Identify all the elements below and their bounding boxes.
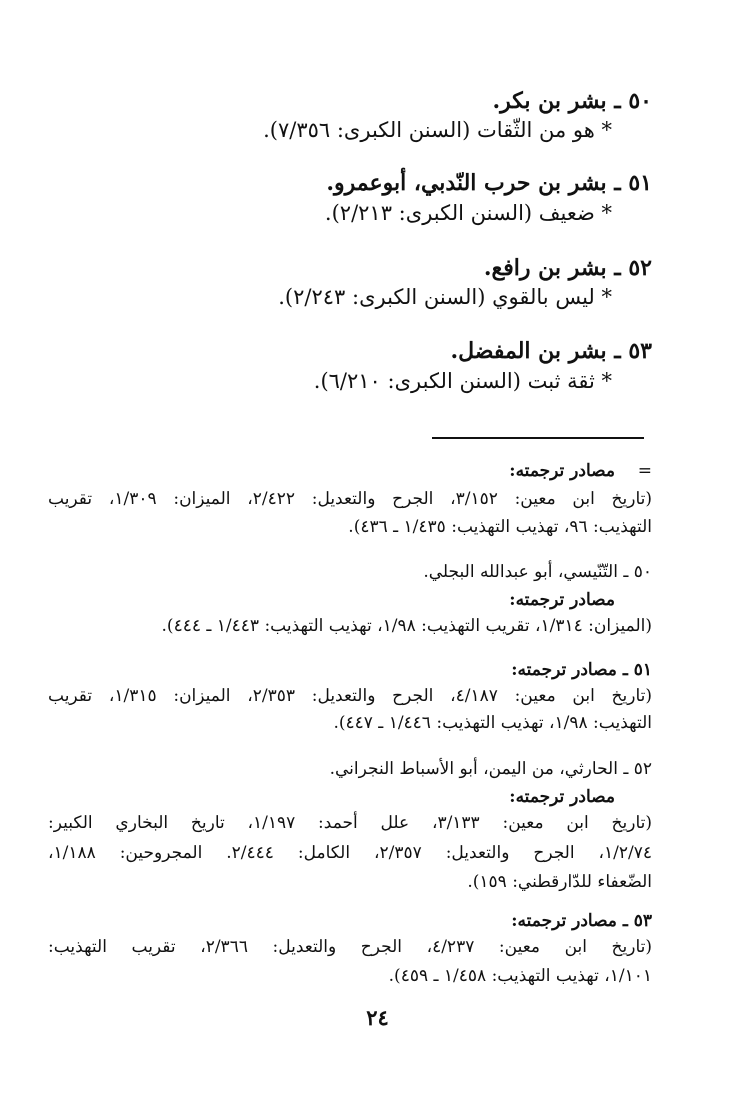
entry-53-title: ٥٣ ـ بشر بن المفضل. (450, 338, 652, 364)
footnote-52-title: ٥٢ ـ الحارثي، من اليمن، أبو الأسباط النجراني. (329, 759, 652, 779)
footnote-50-heading: مصادر ترجمته: (509, 590, 615, 610)
footnote-53-heading: ٥٣ ـ مصادر ترجمته: (511, 911, 652, 931)
footnote-51-line-1: (تاريخ ابن معين: ٤/١٨٧، الجرح والتعديل: ٢/٣٥٣، الميزان: ١/٣١٥، تقريب (48, 686, 652, 706)
footnote-51-heading: ٥١ ـ مصادر ترجمته: (511, 660, 652, 680)
footnote-52-line-3: الضّعفاء للدّارقطني: ١٥٩). (467, 872, 652, 892)
footnote-49-line-2: التهذيب: ٩٦، تهذيب التهذيب: ١/٤٣٥ ـ ٤٣٦). (348, 517, 652, 537)
footnote-50-line-1: (الميزان: ١/٣١٤، تقريب التهذيب: ١/٩٨، تهذيب التهذيب: ١/٤٤٣ ـ ٤٤٤). (161, 616, 652, 636)
entry-53-note: * ثقة ثبت (السنن الكبرى: ٦/٢١٠). (313, 369, 612, 393)
footnote-separator (432, 437, 644, 439)
footnote-52-line-1: (تاريخ ابن معين: ٣/١٣٣، علل أحمد: ١/١٩٧، تاريخ البخاري الكبير: (48, 813, 652, 833)
entry-50-note: * هو من الثّقات (السنن الكبرى: ٧/٣٥٦). (263, 118, 612, 142)
footnote-51-line-2: التهذيب: ١/٩٨، تهذيب التهذيب: ١/٤٤٦ ـ ٤٤٧). (333, 713, 652, 733)
footnote-53-line-1: (تاريخ ابن معين: ٤/٢٣٧، الجرح والتعديل: ٢/٣٦٦، تقريب التهذيب: (48, 937, 652, 957)
page-number: ٢٤ (366, 1005, 389, 1030)
footnote-50-title: ٥٠ ـ التّنّيسي، أبو عبدالله البجلي. (423, 562, 652, 582)
entry-52-title: ٥٢ ـ بشر بن رافع. (483, 255, 652, 281)
footnote-52-heading: مصادر ترجمته: (509, 787, 615, 807)
entry-51-note: * ضعيف (السنن الكبرى: ٢/٢١٣). (324, 201, 612, 225)
footnote-continuation-marker: = (637, 461, 652, 481)
entry-51-title: ٥١ ـ بشر بن حرب النّدبي، أبوعمرو. (326, 170, 652, 196)
footnote-49-line-1: (تاريخ ابن معين: ٣/١٥٢، الجرح والتعديل: ٢/٤٢٢، الميزان: ١/٣٠٩، تقريب (48, 489, 652, 509)
footnote-52-line-2: ١/٢/٧٤، الجرح والتعديل: ٢/٣٥٧، الكامل: ٢/٤٤٤. المجروحين: ١/١٨٨، (48, 843, 652, 863)
entry-52-note: * ليس بالقوي (السنن الكبرى: ٢/٢٤٣). (278, 285, 612, 309)
entry-50-title: ٥٠ ـ بشر بن بكر. (492, 88, 652, 114)
footnote-53-line-2: ١/١٠١، تهذيب التهذيب: ١/٤٥٨ ـ ٤٥٩). (388, 966, 652, 986)
footnote-49-heading: مصادر ترجمته: (509, 461, 615, 481)
